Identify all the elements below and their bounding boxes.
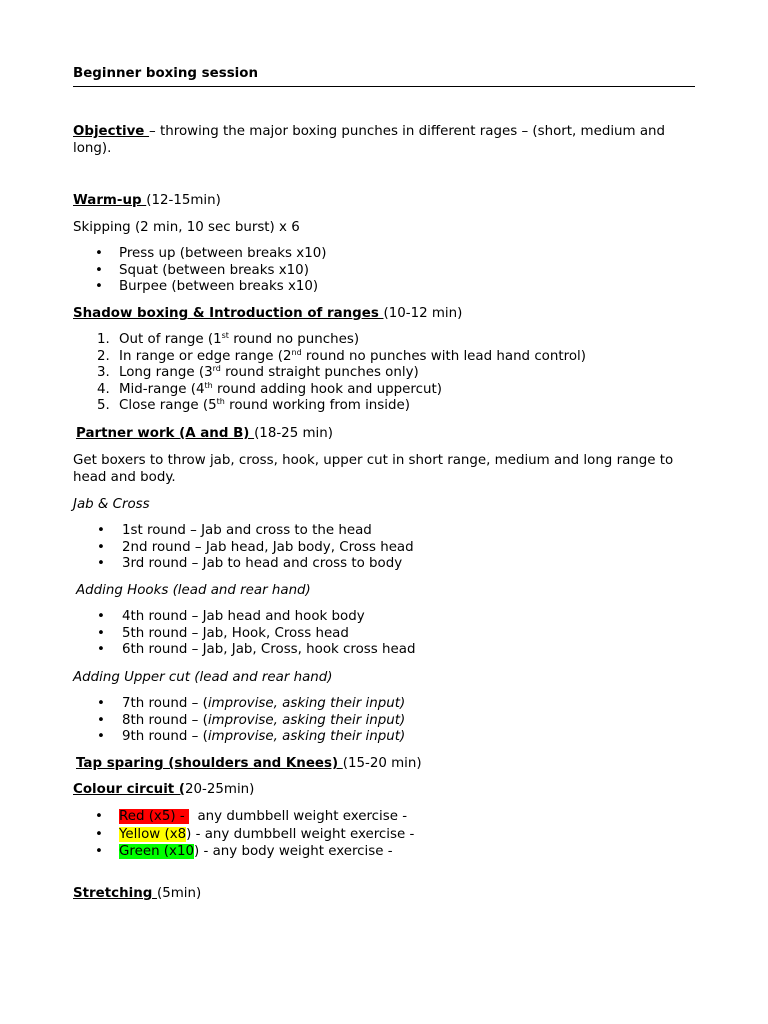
colour-time: 20-25min) xyxy=(185,782,255,797)
stretching-heading xyxy=(73,885,201,902)
partner-label: Partner work (A and B) xyxy=(76,426,255,441)
list-item: • Red (x5) - any dumbbell weight exercise - xyxy=(73,808,414,826)
list-item: • 8th round – (improvise, asking their input) xyxy=(73,713,405,730)
red-highlight: Red (x5) - xyxy=(119,809,189,824)
list-item: 1. Out of range (1st round no punches) xyxy=(97,331,360,347)
list-item: • Press up (between breaks x10) xyxy=(73,246,326,263)
list-item: 4. Mid-range (4th round adding hook and uppercut) xyxy=(97,380,442,397)
list-item: • 5th round – Jab, Hook, Cross head xyxy=(73,626,415,643)
stretching-label: Stretching xyxy=(73,886,157,901)
title-row xyxy=(73,66,695,87)
tap-heading xyxy=(76,755,422,772)
hooks-list xyxy=(73,609,415,659)
objective-label: Objective xyxy=(73,124,150,139)
list-item: 5. Close range (5th round working from inside) xyxy=(97,397,410,414)
objective-paragraph xyxy=(73,123,695,157)
stretching-time: (5min) xyxy=(156,886,202,901)
shadow-time: (10-12 min) xyxy=(383,306,463,321)
list-item: 3. Long range (3rd round straight punches only) xyxy=(97,364,419,381)
warmup-time: (12-15min) xyxy=(146,193,221,208)
list-item: • Green (x10) - any body weight exercise - xyxy=(73,843,414,861)
list-item: • 1st round – Jab and cross to the head xyxy=(73,523,414,540)
shadow-label: Shadow boxing & Introduction of ranges xyxy=(73,306,384,321)
ranges-list xyxy=(73,332,586,415)
list-item: • 3rd round – Jab to head and cross to body xyxy=(73,556,414,573)
warmup-list xyxy=(73,246,326,296)
list-item: • Yellow (x8) - any dumbbell weight exercise - xyxy=(73,826,414,844)
tap-label: Tap sparing (shoulders and Knees) xyxy=(76,756,343,771)
partner-heading xyxy=(76,425,333,442)
document-page xyxy=(73,66,695,901)
hooks-heading: Adding Hooks (lead and rear hand) xyxy=(76,583,311,598)
colour-list xyxy=(73,808,414,861)
list-item: • Squat (between breaks x10) xyxy=(73,263,326,280)
uppercut-heading: Adding Upper cut (lead and rear hand) xyxy=(73,670,333,685)
document-title: Beginner boxing session xyxy=(73,66,258,81)
list-item: • Burpee (between breaks x10) xyxy=(73,279,326,296)
shadow-heading xyxy=(73,305,462,322)
yellow-highlight: Yellow (x8 xyxy=(119,826,187,842)
list-item: • 2nd round – Jab head, Jab body, Cross head xyxy=(73,540,414,557)
list-item: • 4th round – Jab head and hook body xyxy=(73,609,415,626)
tap-time: (15-20 min) xyxy=(342,756,422,771)
uppercut-list xyxy=(73,696,405,746)
warmup-label: Warm-up xyxy=(73,193,147,208)
skipping-text: Skipping (2 min, 10 sec burst) x 6 xyxy=(73,220,300,235)
green-highlight: Green (x10 xyxy=(119,844,194,859)
colour-label: Colour circuit ( xyxy=(73,782,185,797)
list-item: • 9th round – (improvise, asking their input) xyxy=(73,729,405,746)
jab-list xyxy=(73,523,414,573)
objective-text: – throwing the major boxing punches in different rages – (short, medium and long). xyxy=(73,124,666,156)
list-item: • 6th round – Jab, Jab, Cross, hook cross head xyxy=(73,642,415,659)
list-item: 2. In range or edge range (2nd round no punches with lead hand control) xyxy=(97,347,586,364)
warmup-heading xyxy=(73,192,221,209)
partner-time: (18-25 min) xyxy=(254,426,333,441)
colour-heading xyxy=(73,781,254,798)
jab-heading: Jab & Cross xyxy=(73,497,150,512)
partner-intro: Get boxers to throw jab, cross, hook, upper cut in short range, medium and long range to head and body. xyxy=(73,453,674,485)
list-item: • 7th round – (improvise, asking their input) xyxy=(73,696,405,713)
